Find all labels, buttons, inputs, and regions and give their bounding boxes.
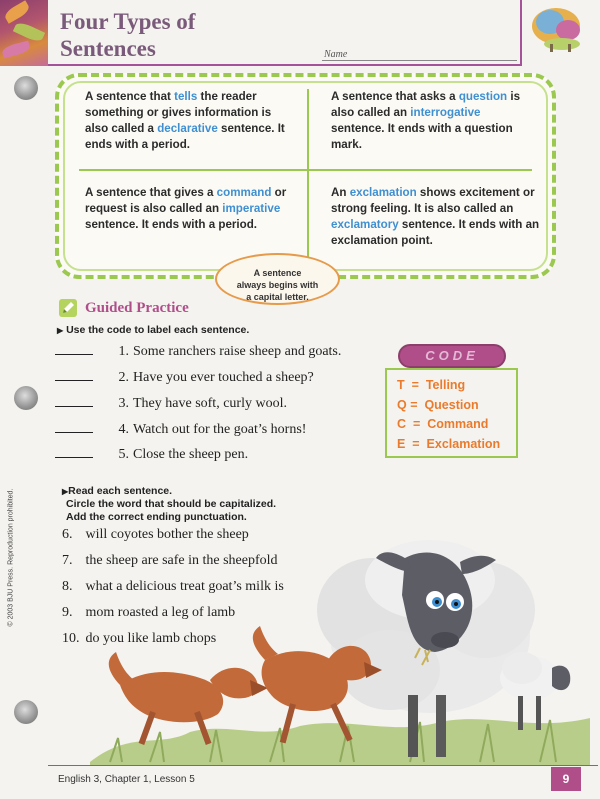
capital-letter-note: A sentence always begins with a capital letter.: [215, 253, 340, 305]
definitions-divider-horizontal: [79, 169, 532, 171]
title-rule: [48, 64, 520, 66]
interrogative-definition: A sentence that asks a question is also called an interrogative sentence. It ends with a question mark.: [331, 90, 521, 151]
capitalize-item-10: 10. do you like lamb chops: [62, 631, 217, 646]
answer-blank[interactable]: [55, 354, 93, 355]
code-row-exclamation: E = Exclamation: [397, 437, 501, 451]
page-number: 9: [551, 767, 581, 791]
section2-instructions: ▶Read each sentence. Circle the word that should be capitalized. Add the correct ending punctuation.: [62, 485, 277, 523]
page-title: [60, 8, 195, 62]
answer-blank[interactable]: [55, 457, 93, 458]
capitalize-item-8: 8. what a delicious treat goat’s milk is: [62, 579, 284, 594]
answer-blank[interactable]: [55, 406, 93, 407]
code-row-telling: T = Telling: [397, 378, 466, 392]
practice-item-5: 5. Close the sheep pen.: [55, 447, 248, 465]
triangle-bullet-icon: ▶: [62, 487, 69, 496]
capitalize-item-6: 6. will coyotes bother the sheep: [62, 527, 249, 542]
copyright-notice: © 2003 BJU Press. Reproduction prohibited.: [7, 488, 15, 627]
capitalize-item-7: 7. the sheep are safe in the sheepfold: [62, 553, 278, 568]
imperative-definition: A sentence that gives a command or request is also called an imperative sentence. It ends with a period.: [85, 186, 287, 231]
practice-item-3: 3. They have soft, curly wool.: [55, 396, 287, 414]
pencil-icon: [59, 299, 77, 317]
sheep-and-coyotes-illustration: [90, 500, 590, 765]
guided-practice-instruction: ▶ Use the code to label each sentence.: [57, 324, 250, 336]
guided-practice-title: Guided Practice: [85, 300, 189, 316]
code-row-question: Q = Question: [397, 398, 479, 412]
code-label: CODE: [398, 344, 506, 368]
exclamatory-definition: An exclamation shows excitement or strong feeling. It is also called an exclamatory sentence. It ends with an exclamation point.: [331, 186, 540, 247]
answer-blank[interactable]: [55, 380, 93, 381]
name-label: Name: [324, 49, 348, 60]
practice-item-2: 2. Have you ever touched a sheep?: [55, 370, 314, 388]
binder-hole-1: [14, 76, 38, 100]
practice-item-1: 1. Some ranchers raise sheep and goats.: [55, 344, 341, 362]
name-line: [322, 60, 517, 61]
code-row-command: C = Command: [397, 417, 489, 431]
definitions-divider-vertical: [307, 89, 309, 263]
practice-item-4: 4. Watch out for the goat’s horns!: [55, 422, 306, 440]
footer-lesson-text: English 3, Chapter 1, Lesson 5: [58, 774, 195, 785]
capitalize-item-9: 9. mom roasted a leg of lamb: [62, 605, 236, 620]
binder-hole-3: [14, 700, 38, 724]
answer-blank[interactable]: [55, 432, 93, 433]
binder-hole-2: [14, 386, 38, 410]
corner-leaf-art: [0, 0, 48, 66]
triangle-bullet-icon: ▶: [57, 326, 64, 335]
page-title-line1: Four Types of: [60, 9, 196, 34]
definitions-box: [55, 73, 556, 279]
sheep-header-illustration: [520, 0, 600, 66]
code-legend: [385, 368, 518, 458]
page-title-line2: Sentences: [60, 36, 156, 61]
declarative-definition: A sentence that tells the reader something or gives information is also called a declarative sentence. It ends with a period.: [85, 90, 285, 151]
footer-rule: [48, 765, 598, 766]
